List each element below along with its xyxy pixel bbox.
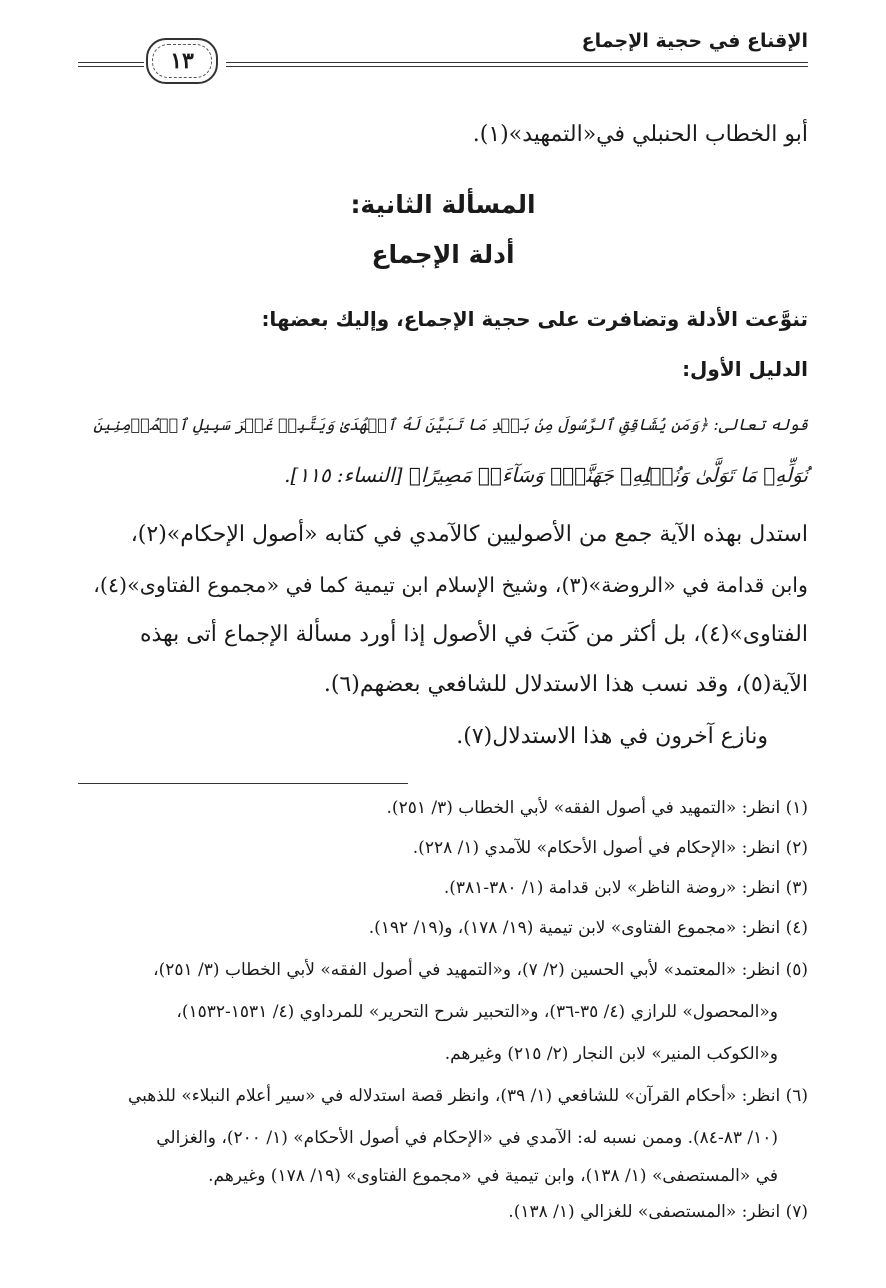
paragraph-line: وابن قدامة في «الروضة»(٣)، وشيخ الإسلام ابن تيمية كما في «مجموع الفتاوى»(٤)،	[93, 573, 808, 597]
body-line: أبو الخطاب الحنبلي في«التمهيد»(١).	[472, 122, 808, 147]
footnote: (٧) انظر: «المستصفى» للغزالي (١/ ١٣٨).	[508, 1202, 808, 1222]
verse-line: نُوَلِّهِۦ مَا تَوَلَّىٰ وَنُصۡلِهِۦ جَهَنَّمَۖ وَسَآءَتۡ مَصِيرًا﴾ [النساء: ١١٥].	[284, 463, 808, 487]
verse-line: قوله تعالى: ﴿وَمَن يُشَاقِقِ ٱلرَّسُولَ مِنۢ بَعۡدِ مَا تَبَيَّنَ لَهُ ٱلۡهُدَىٰ وَيَتَّبِعۡ غَيۡرَ سَبِيلِ ٱلۡمُؤۡمِنِينَ	[93, 415, 808, 434]
footnote: في «المستصفى» (١/ ١٣٨)، وابن تيمية في «مجموع الفتاوى» (١٩/ ١٧٨) وغيرهم.	[208, 1166, 778, 1186]
paragraph-line: الآية(٥)، وقد نسب هذا الاستدلال للشافعي بعضهم(٦).	[323, 672, 808, 697]
footnote: (٥) انظر: «المعتمد» لأبي الحسين (٢/ ٧)، و«التمهيد في أصول الفقه» لأبي الخطاب (٣/ ٢٥١)،	[153, 960, 808, 980]
footnote: و«المحصول» للرازي (٤/ ٣٥-٣٦)، و«التحبير شرح التحرير» للمرداوي (٤/ ١٥٣١-١٥٣٢)،	[176, 1002, 778, 1022]
header-rule-right	[226, 62, 808, 63]
footnote: (٣) انظر: «روضة الناظر» لابن قدامة (١/ ٣٨٠-٣٨١).	[443, 878, 808, 898]
footnote: (١٠/ ٨٣-٨٤). وممن نسبه له: الآمدي في «الإحكام في أصول الأحكام» (١/ ٢٠٠)، والغزالي	[156, 1128, 778, 1148]
footnote-separator	[78, 783, 408, 784]
footnote: (٦) انظر: «أحكام القرآن» للشافعي (١/ ٣٩)، وانظر قصة استدلاله في «سير أعلام النبلاء» للذهبي	[127, 1086, 808, 1106]
header-rule-right-2	[226, 66, 808, 67]
section-heading: المسألة الثانية:	[350, 190, 536, 219]
footnote: (١) انظر: «التمهيد في أصول الفقه» لأبي الخطاب (٣/ ٢٥١).	[386, 798, 808, 818]
header-rule-left-2	[78, 66, 144, 67]
footnote: و«الكوكب المنير» لابن النجار (٢/ ٢١٥) وغيرهم.	[444, 1044, 778, 1064]
page-number-badge	[146, 38, 218, 84]
footnote: (٤) انظر: «مجموع الفتاوى» لابن تيمية (١٩/ ١٧٨)، و(١٩/ ١٩٢).	[368, 918, 808, 938]
footnote: (٢) انظر: «الإحكام في أصول الأحكام» للآمدي (١/ ٢٢٨).	[412, 838, 808, 858]
page-number: ١٣	[170, 48, 194, 74]
paragraph-line: استدل بهذه الآية جمع من الأصوليين كالآمدي في كتابه «أصول الإحكام»(٢)،	[130, 522, 808, 547]
section-subheading: أدلة الإجماع	[371, 240, 515, 269]
intro-line: تنوَّعت الأدلة وتضافرت على حجية الإجماع، وإليك بعضها:	[261, 307, 808, 331]
paragraph-line: الفتاوى»(٤)، بل أكثر من كَتبَ في الأصول إذا أورد مسألة الإجماع أتى بهذه	[139, 622, 808, 647]
header-rule-left	[78, 62, 144, 63]
paragraph-line: ونازع آخرون في هذا الاستدلال(٧).	[456, 724, 768, 749]
running-title: الإقناع في حجية الإجماع	[581, 30, 808, 52]
evidence-title: الدليل الأول:	[682, 357, 808, 381]
